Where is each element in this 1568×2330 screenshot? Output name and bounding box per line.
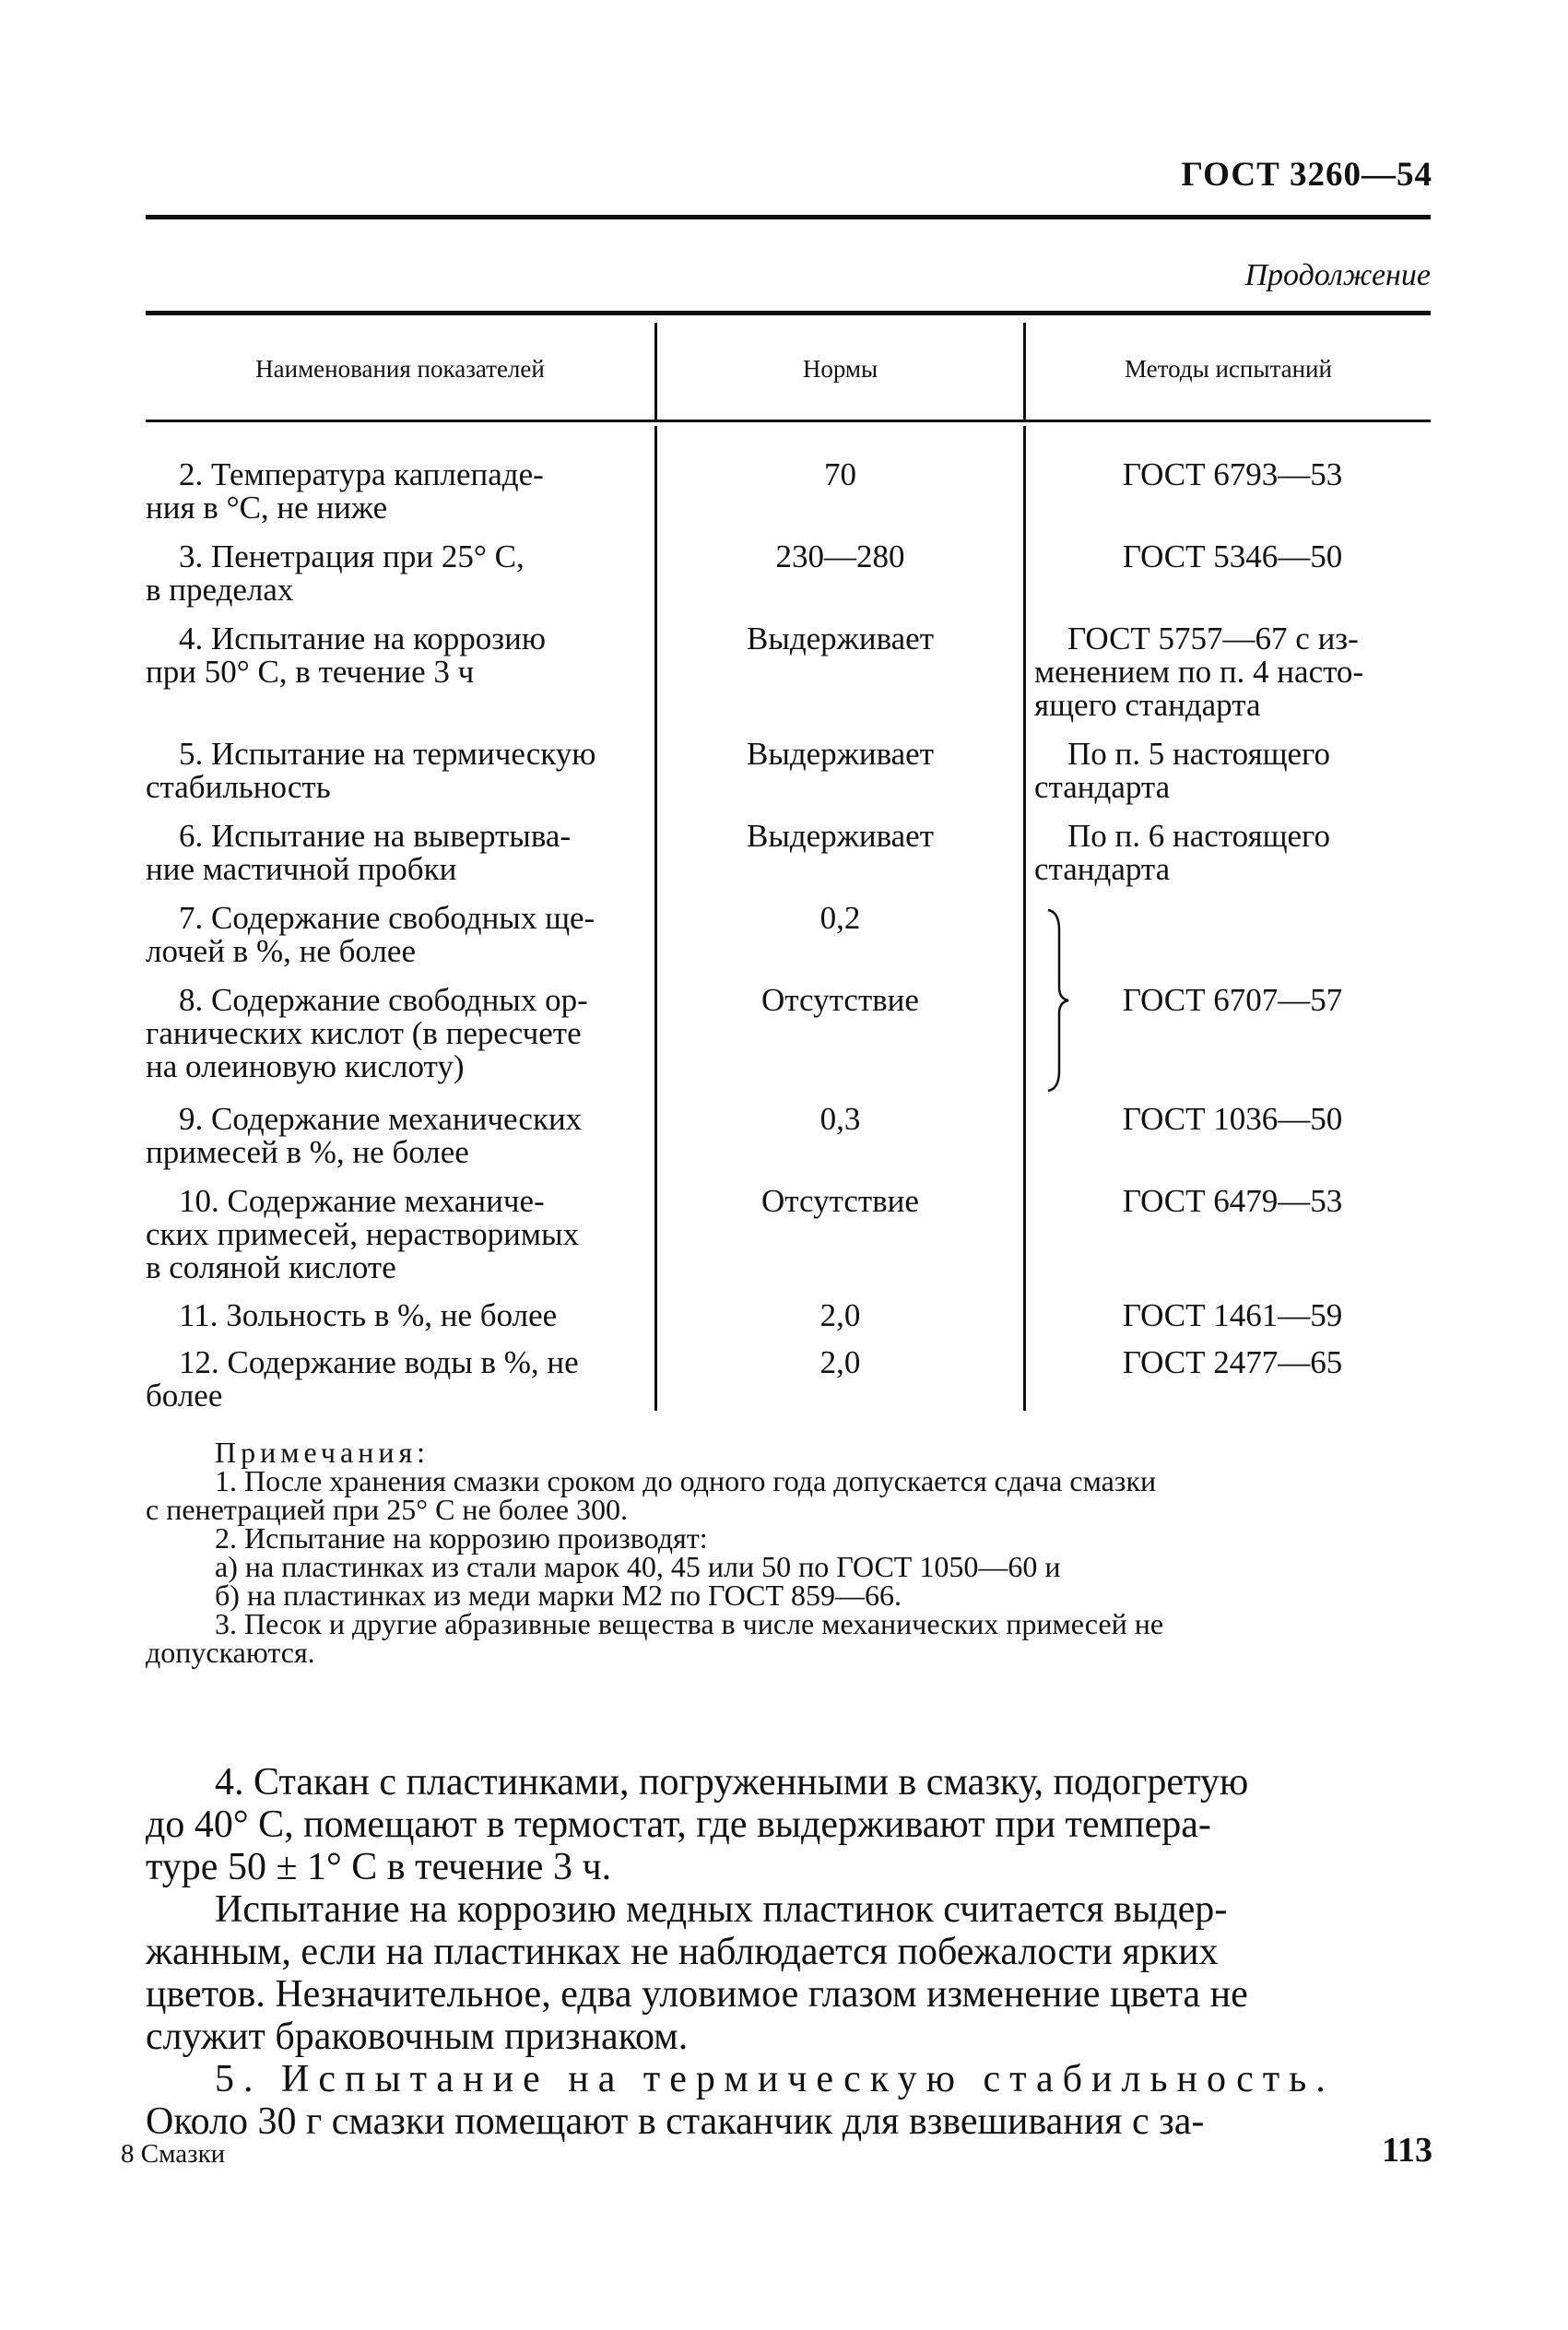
table-row-11-name: 11. Зольность в %, не более (179, 1297, 558, 1333)
table-top-rule (146, 311, 1431, 315)
table-row-9-method: ГОСТ 1036—50 (1122, 1101, 1343, 1137)
note-line: 2. Испытание на коррозию производят: (215, 1521, 708, 1555)
table-row-8-norm: Отсутствие (761, 982, 919, 1018)
table-row-3-method: ГОСТ 5346—50 (1122, 538, 1343, 574)
notes-block (146, 1438, 1431, 1667)
table-row-6-method: По п. 6 настоящего стандарта (1034, 818, 1331, 887)
table-row-6-name: 6. Испытание на вывертыва- ние мастичной пробки (146, 818, 572, 887)
table-row-4-method: ГОСТ 5757—67 с из- менением по п. 4 насто- ящего стандарта (1034, 621, 1364, 723)
table-row-3-name: 3. Пенетрация при 25° С, в пределах (146, 538, 525, 608)
table-merged-method-7-8: ГОСТ 6707—57 (1122, 982, 1343, 1018)
table-row-10-method: ГОСТ 6479—53 (1122, 1183, 1343, 1219)
note-line: допускаются. (146, 1636, 315, 1669)
footer-signature: 8 Смазки (121, 2139, 226, 2169)
page-number: 113 (1382, 2131, 1432, 2170)
table-row-2-method: ГОСТ 6793—53 (1122, 456, 1343, 492)
table-row-5-method: По п. 5 настоящего стандарта (1034, 736, 1331, 805)
table-row-7-norm: 0,2 (819, 900, 861, 936)
column-header-indicators: Наименования показателей (255, 355, 545, 383)
table-row-12-method: ГОСТ 2477—65 (1122, 1344, 1343, 1380)
note-line: 1. После хранения смазки сроком до одного года допускается сдача смазки (215, 1464, 1157, 1497)
continuation-label: Продолжение (1244, 258, 1431, 292)
note-line: 3. Песок и другие абразивные вещества в числе механических примесей не (215, 1607, 1164, 1640)
table-row-10-norm: Отсутствие (761, 1183, 919, 1219)
table-row-4-norm: Выдерживает (746, 621, 935, 656)
table-row-3-norm: 230—280 (775, 538, 905, 574)
table-row-10-name: 10. Содержание механиче- ских примесей, нерастворимых в соляной кислоте (146, 1183, 580, 1285)
table-header-rule (146, 420, 1431, 422)
paragraph-corrosion-result: Испытание на коррозию медных пластинок считается выдер- жанным, если на пластинках не наблюдается побежалости ярких цветов. Незначительное, едва уловимое глазом изменение цвета не служит браковочным признаком. (146, 1888, 1248, 2058)
table-row-4-name: 4. Испытание на коррозию при 50° С, в течение 3 ч (146, 621, 547, 690)
column-header-norms: Нормы (802, 355, 878, 383)
table-row-8-name: 8. Содержание свободных ор- ганических кислот (в пересчете на олеиновую кислоту) (146, 982, 588, 1084)
table-row-12-name: 12. Содержание воды в %, не более (146, 1344, 579, 1413)
note-line: с пенетрацией при 25° С не более 300. (146, 1493, 628, 1526)
note-line: а) на пластинках из стали марок 40, 45 или 50 по ГОСТ 1050—60 и (215, 1550, 1061, 1583)
header-rule (146, 215, 1431, 219)
note-line: б) на пластинках из меди марки М2 по ГОСТ 859—66. (215, 1579, 902, 1612)
page-header-standard: ГОСТ 3260—54 (1181, 156, 1432, 194)
table-row-7-name: 7. Содержание свободных ще- лочей в %, не более (146, 900, 595, 969)
table-row-2-name: 2. Температура каплепаде- ния в °С, не ниже (146, 456, 544, 526)
section-5-heading: 5. Испытание на термическую стабильность. (215, 2058, 1335, 2100)
table-row-5-name: 5. Испытание на термическую стабильность (146, 736, 596, 805)
column-divider (1023, 426, 1026, 1411)
table-row-11-method: ГОСТ 1461—59 (1122, 1297, 1343, 1333)
column-header-methods: Методы испытаний (1125, 355, 1332, 383)
table-row-5-norm: Выдерживает (746, 736, 935, 772)
paragraph-5: 5. Испытание на термическую стабильность. Около 30 г смазки помещают в стаканчик для взвешивания с за- (146, 2058, 1431, 2143)
table-row-12-norm: 2,0 (819, 1344, 861, 1380)
column-divider (1023, 323, 1026, 420)
table-row-9-name: 9. Содержание механических примесей в %, не более (146, 1101, 583, 1170)
paragraph-4: 4. Стакан с пластинками, погруженными в смазку, подогретую до 40° С, помещают в термостат, где выдерживают при темпера- туре 50 ± 1° С в течение 3 ч. (146, 1761, 1249, 1888)
notes-title: Примечания: (215, 1436, 430, 1469)
table-row-9-norm: 0,3 (819, 1101, 861, 1137)
table-row-11-norm: 2,0 (819, 1297, 861, 1333)
column-divider (654, 323, 657, 420)
table-row-6-norm: Выдерживает (746, 818, 935, 854)
table-row-2-norm: 70 (824, 456, 856, 492)
